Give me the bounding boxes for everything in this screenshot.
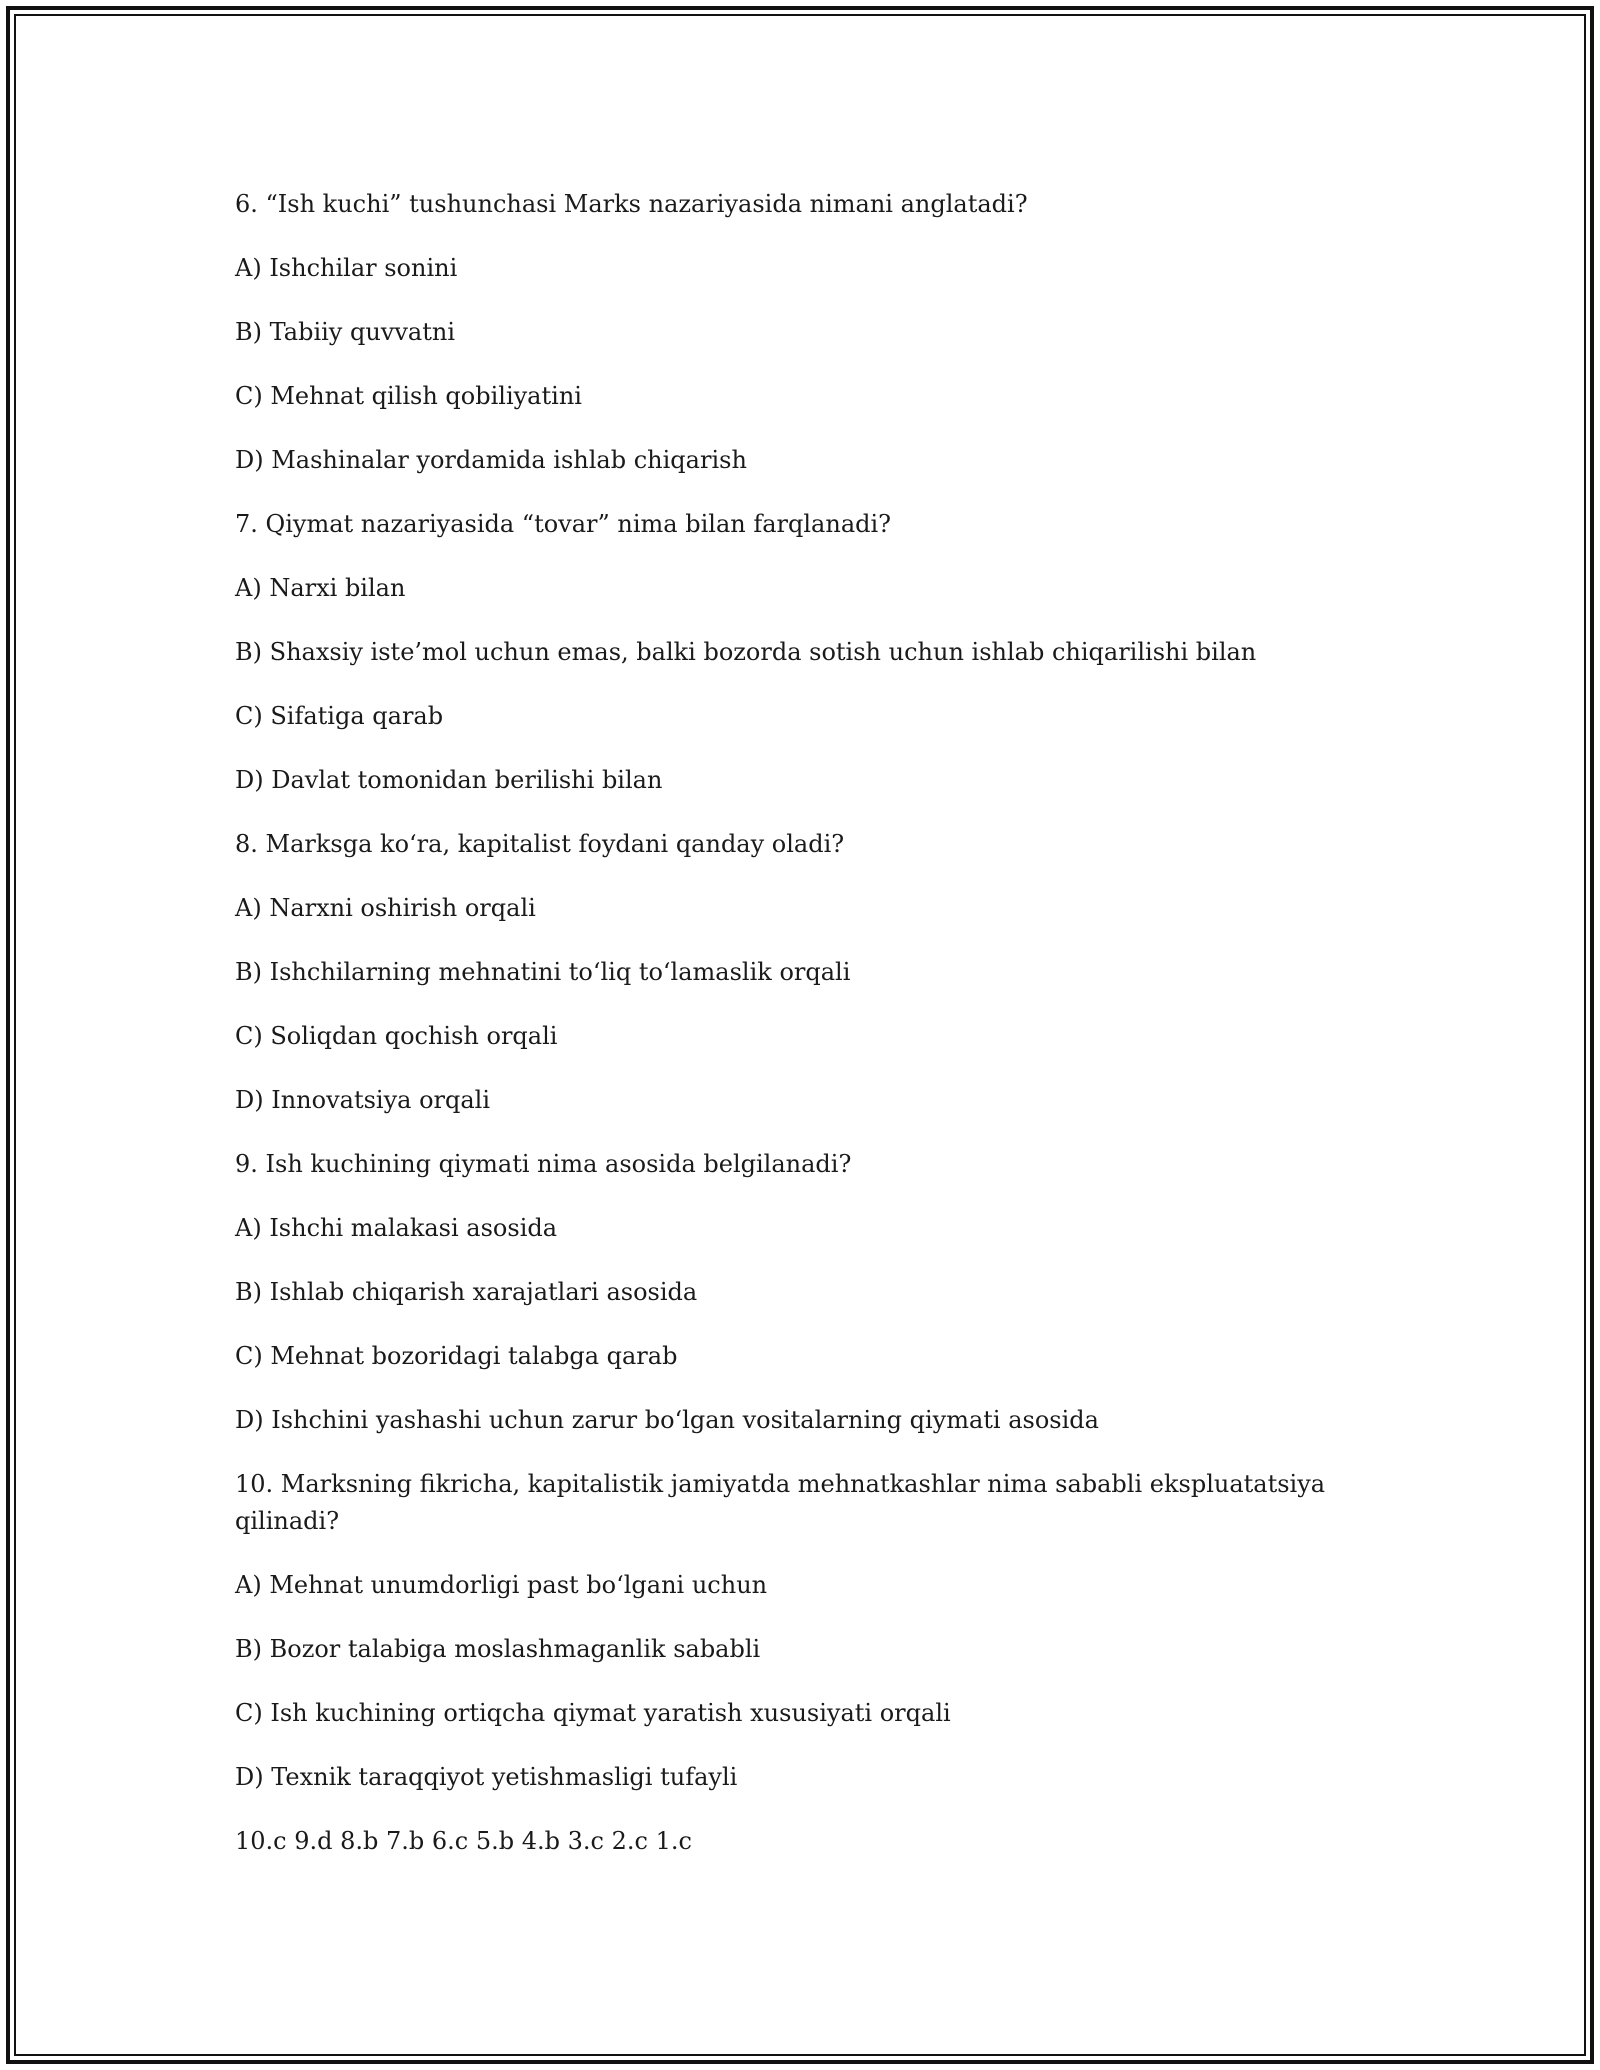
question-9-option-a: A) Ishchi malakasi asosida bbox=[235, 1214, 558, 1242]
question-6-option-b: B) Tabiiy quvvatni bbox=[235, 318, 456, 346]
question-6-option-d: D) Mashinalar yordamida ishlab chiqarish bbox=[235, 446, 747, 474]
question-9-option-d: D) Ishchini yashashi uchun zarur boʻlgan vositalarning qiymati asosida bbox=[235, 1406, 1099, 1434]
question-9: 9. Ish kuchining qiymati nima asosida belgilanadi? bbox=[235, 1150, 852, 1178]
question-7-option-b: B) Shaxsiy iste’mol uchun emas, balki bozorda sotish uchun ishlab chiqarilishi bilan bbox=[235, 638, 1257, 666]
question-10-option-b: B) Bozor talabiga moslashmaganlik sababli bbox=[235, 1635, 761, 1663]
question-10: 10. Marksning fikricha, kapitalistik jamiyatda mehnatkashlar nima sababli ekspluatatsiya qilinadi? bbox=[235, 1470, 1326, 1535]
answer-key: 10.c 9.d 8.b 7.b 6.c 5.b 4.b 3.c 2.c 1.c bbox=[235, 1827, 692, 1855]
question-8-option-b: B) Ishchilarning mehnatini toʻliq toʻlamaslik orqali bbox=[235, 958, 851, 986]
document-body bbox=[235, 186, 1335, 1887]
question-7: 7. Qiymat nazariyasida “tovar” nima bilan farqlanadi? bbox=[235, 510, 892, 538]
question-6-option-a: A) Ishchilar sonini bbox=[235, 254, 458, 282]
question-6-option-c: C) Mehnat qilish qobiliyatini bbox=[235, 382, 582, 410]
question-7-option-c: C) Sifatiga qarab bbox=[235, 702, 444, 730]
question-8-option-c: C) Soliqdan qochish orqali bbox=[235, 1022, 558, 1050]
question-8-option-d: D) Innovatsiya orqali bbox=[235, 1086, 491, 1114]
question-10-option-a: A) Mehnat unumdorligi past boʻlgani uchun bbox=[235, 1571, 768, 1599]
question-10-option-c: C) Ish kuchining ortiqcha qiymat yaratish xususiyati orqali bbox=[235, 1699, 951, 1727]
question-9-option-b: B) Ishlab chiqarish xarajatlari asosida bbox=[235, 1278, 698, 1306]
question-9-option-c: C) Mehnat bozoridagi talabga qarab bbox=[235, 1342, 678, 1370]
question-8: 8. Marksga koʻra, kapitalist foydani qanday oladi? bbox=[235, 830, 845, 858]
question-10-option-d: D) Texnik taraqqiyot yetishmasligi tufayli bbox=[235, 1763, 738, 1791]
question-8-option-a: A) Narxni oshirish orqali bbox=[235, 894, 536, 922]
question-7-option-a: A) Narxi bilan bbox=[235, 574, 406, 602]
question-6: 6. “Ish kuchi” tushunchasi Marks nazariyasida nimani anglatadi? bbox=[235, 190, 1028, 218]
question-7-option-d: D) Davlat tomonidan berilishi bilan bbox=[235, 766, 663, 794]
